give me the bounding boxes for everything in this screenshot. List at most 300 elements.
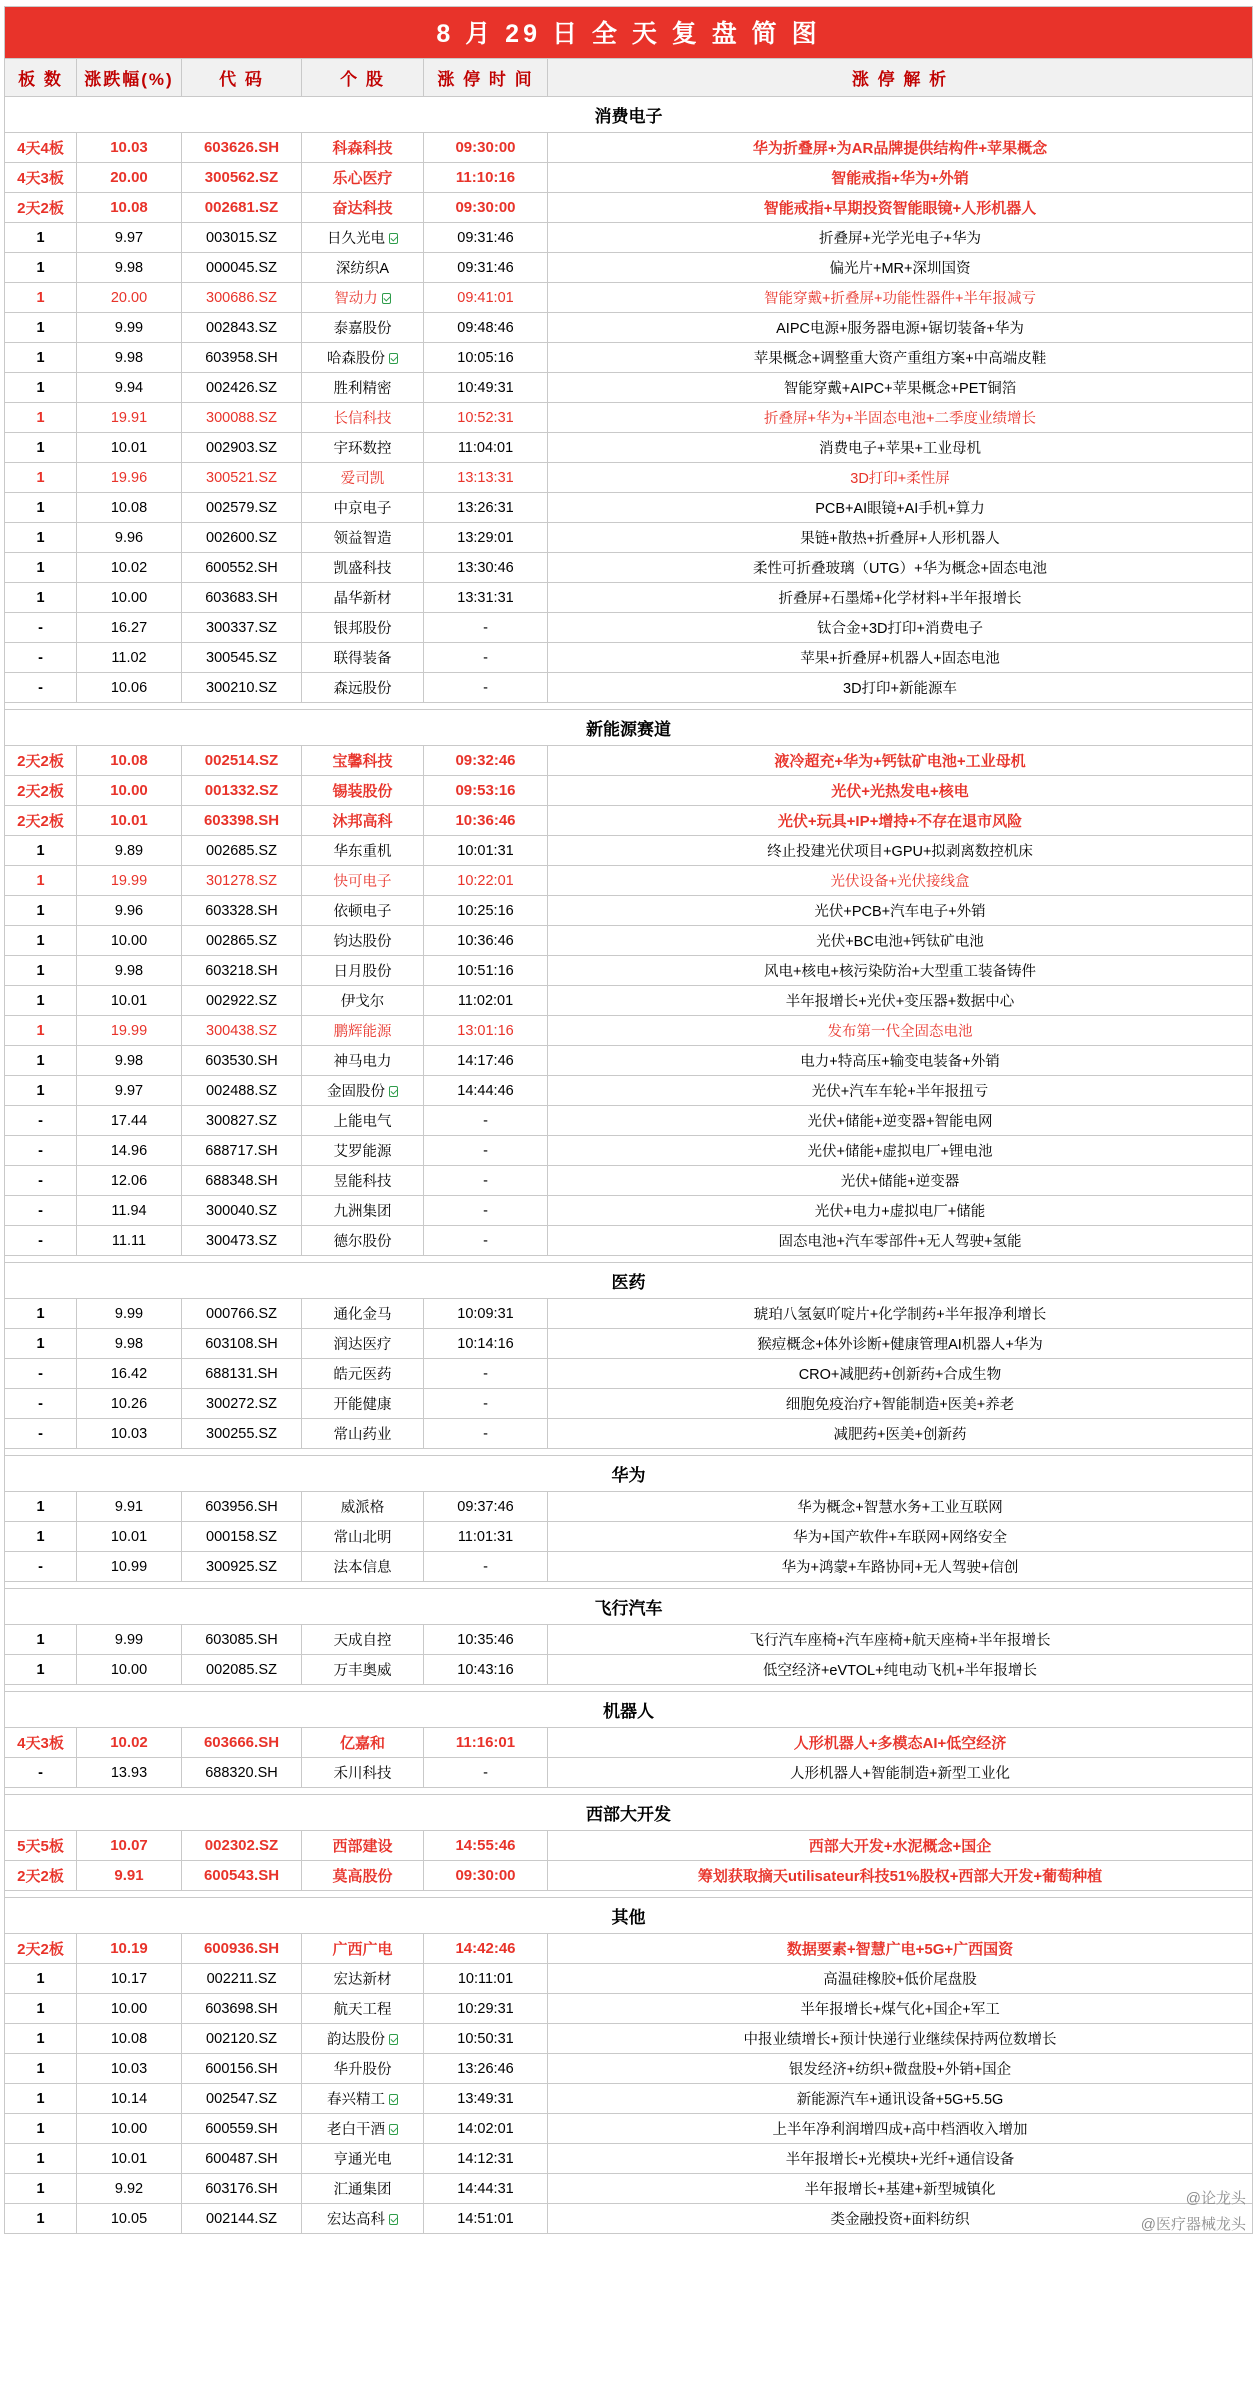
- cell-board-count: 2天2板: [5, 193, 77, 223]
- cell-code: 600543.SH: [182, 1861, 302, 1891]
- cell-stock-name[interactable]: [302, 2204, 424, 2234]
- cell-limit-up-time: 14:17:46: [424, 1046, 548, 1076]
- cell-code: 002843.SZ: [182, 313, 302, 343]
- cell-stock-name[interactable]: [302, 463, 424, 493]
- stock-name-label: 泰嘉股份: [333, 321, 392, 337]
- cell-code: 003015.SZ: [182, 223, 302, 253]
- cell-stock-name[interactable]: [302, 1831, 424, 1861]
- cell-stock-name[interactable]: [302, 133, 424, 163]
- stock-name-label: 宏达新材: [333, 1972, 392, 1988]
- cell-stock-name[interactable]: [302, 1299, 424, 1329]
- cell-change-pct: 9.98: [77, 956, 182, 986]
- cell-code: 300562.SZ: [182, 163, 302, 193]
- cell-stock-name[interactable]: [302, 583, 424, 613]
- table-row[interactable]: [5, 866, 1253, 896]
- table-row[interactable]: [5, 926, 1253, 956]
- cell-change-pct: 10.06: [77, 673, 182, 703]
- cell-board-count: 1: [5, 2084, 77, 2114]
- cell-stock-name[interactable]: [302, 1329, 424, 1359]
- spacer-cell: [5, 703, 1253, 710]
- cell-code: 300040.SZ: [182, 1196, 302, 1226]
- section-spacer: [5, 1788, 1253, 1795]
- cell-code: 300438.SZ: [182, 1016, 302, 1046]
- table-row[interactable]: [5, 523, 1253, 553]
- table-row[interactable]: [5, 1419, 1253, 1449]
- cell-stock-name[interactable]: [302, 926, 424, 956]
- cell-code: 300255.SZ: [182, 1419, 302, 1449]
- cell-analysis: 人形机器人+多模态AI+低空经济: [548, 1728, 1253, 1758]
- cell-stock-name[interactable]: [302, 2144, 424, 2174]
- table-row[interactable]: [5, 1552, 1253, 1582]
- cell-change-pct: 9.99: [77, 1625, 182, 1655]
- cell-change-pct: 19.96: [77, 463, 182, 493]
- section-header-row: [5, 1898, 1253, 1934]
- cell-stock-name[interactable]: [302, 1419, 424, 1449]
- cell-change-pct: 10.17: [77, 1964, 182, 1994]
- table-row[interactable]: [5, 1136, 1253, 1166]
- cell-stock-name[interactable]: [302, 1226, 424, 1256]
- cell-board-count: 1: [5, 283, 77, 313]
- table-row[interactable]: [5, 1196, 1253, 1226]
- cell-board-count: -: [5, 643, 77, 673]
- stock-name-label: 广西广电: [332, 1941, 393, 1958]
- cell-stock-name[interactable]: [302, 1758, 424, 1788]
- cell-board-count: -: [5, 1166, 77, 1196]
- stock-name-label: 联得装备: [333, 651, 392, 667]
- cell-stock-name[interactable]: [302, 1076, 424, 1106]
- table-row[interactable]: [5, 1359, 1253, 1389]
- cell-stock-name[interactable]: [302, 523, 424, 553]
- stock-name-label: 莫高股份: [332, 1868, 393, 1885]
- cell-analysis: 新能源汽车+通讯设备+5G+5.5G: [548, 2084, 1253, 2114]
- cell-code: 300686.SZ: [182, 283, 302, 313]
- cell-stock-name[interactable]: [302, 343, 424, 373]
- cell-analysis: 偏光片+MR+深圳国资: [548, 253, 1253, 283]
- cell-change-pct: 10.08: [77, 493, 182, 523]
- cell-board-count: 1: [5, 433, 77, 463]
- cell-board-count: 1: [5, 1016, 77, 1046]
- table-row[interactable]: [5, 253, 1253, 283]
- cell-stock-name[interactable]: [302, 223, 424, 253]
- cell-stock-name[interactable]: [302, 2114, 424, 2144]
- cell-code: 688717.SH: [182, 1136, 302, 1166]
- cell-limit-up-time: 14:02:01: [424, 2114, 548, 2144]
- cell-stock-name[interactable]: [302, 1106, 424, 1136]
- cell-limit-up-time: -: [424, 1166, 548, 1196]
- stock-name-label: 亿嘉和: [339, 1735, 385, 1752]
- cell-stock-name[interactable]: [302, 1166, 424, 1196]
- table-row[interactable]: [5, 463, 1253, 493]
- cell-analysis: 华为+国产软件+车联网+网络安全: [548, 1522, 1253, 1552]
- table-row[interactable]: [5, 1492, 1253, 1522]
- cell-stock-name[interactable]: [302, 1728, 424, 1758]
- cell-change-pct: 10.07: [77, 1831, 182, 1861]
- cell-board-count: 1: [5, 463, 77, 493]
- cell-change-pct: 9.99: [77, 1299, 182, 1329]
- cell-limit-up-time: 13:26:46: [424, 2054, 548, 2084]
- cell-stock-name[interactable]: [302, 896, 424, 926]
- spacer-cell: [5, 1582, 1253, 1589]
- table-row[interactable]: [5, 433, 1253, 463]
- stock-name-label: 航天工程: [333, 2002, 392, 2018]
- table-row[interactable]: [5, 746, 1253, 776]
- stock-review-table: [4, 6, 1253, 2234]
- cell-code: 002579.SZ: [182, 493, 302, 523]
- cell-stock-name[interactable]: [302, 1552, 424, 1582]
- cell-change-pct: 10.02: [77, 553, 182, 583]
- cell-change-pct: 17.44: [77, 1106, 182, 1136]
- cell-stock-name[interactable]: [302, 2084, 424, 2114]
- table-row[interactable]: [5, 343, 1253, 373]
- stock-name-label: 春兴精工: [327, 2092, 385, 2108]
- cell-limit-up-time: 10:09:31: [424, 1299, 548, 1329]
- cell-stock-name[interactable]: [302, 1046, 424, 1076]
- cell-code: 600936.SH: [182, 1934, 302, 1964]
- table-row[interactable]: [5, 2144, 1253, 2174]
- cell-code: 603176.SH: [182, 2174, 302, 2204]
- cell-code: 600487.SH: [182, 2144, 302, 2174]
- cell-stock-name[interactable]: [302, 1196, 424, 1226]
- cell-limit-up-time: 11:02:01: [424, 986, 548, 1016]
- cell-code: 002685.SZ: [182, 836, 302, 866]
- cell-stock-name[interactable]: [302, 776, 424, 806]
- table-row[interactable]: [5, 1076, 1253, 1106]
- cell-code: 600559.SH: [182, 2114, 302, 2144]
- table-row[interactable]: [5, 1226, 1253, 1256]
- cell-change-pct: 10.00: [77, 926, 182, 956]
- cell-stock-name[interactable]: [302, 193, 424, 223]
- table-row[interactable]: [5, 1389, 1253, 1419]
- stock-name-label: 华升股份: [333, 2062, 392, 2078]
- cell-stock-name[interactable]: [302, 433, 424, 463]
- table-row[interactable]: [5, 806, 1253, 836]
- stock-name-label: 中京电子: [333, 501, 392, 517]
- section-header-row: [5, 1692, 1253, 1728]
- cell-limit-up-time: 14:12:31: [424, 2144, 548, 2174]
- table-row[interactable]: [5, 1299, 1253, 1329]
- cell-limit-up-time: 13:30:46: [424, 553, 548, 583]
- cell-board-count: 1: [5, 223, 77, 253]
- cell-code: 603666.SH: [182, 1728, 302, 1758]
- stock-name-label: 乐心医疗: [332, 170, 393, 187]
- cell-change-pct: 10.01: [77, 1522, 182, 1552]
- table-row[interactable]: [5, 1016, 1253, 1046]
- cell-analysis: 筹划获取摘天utilisateur科技51%股权+西部大开发+葡萄种植: [548, 1861, 1253, 1891]
- cell-change-pct: 9.96: [77, 523, 182, 553]
- cell-board-count: -: [5, 1552, 77, 1582]
- cell-analysis: 半年报增长+煤气化+国企+军工: [548, 1994, 1253, 2024]
- table-row[interactable]: [5, 373, 1253, 403]
- cell-board-count: 1: [5, 1625, 77, 1655]
- section-header-row: [5, 97, 1253, 133]
- stock-name-label: 老白干酒: [327, 2122, 385, 2138]
- cell-stock-name[interactable]: [302, 1136, 424, 1166]
- cell-limit-up-time: 10:52:31: [424, 403, 548, 433]
- column-header: 个 股: [302, 59, 424, 97]
- cell-limit-up-time: -: [424, 1758, 548, 1788]
- section-header-row: [5, 1263, 1253, 1299]
- cell-analysis: 光伏+电力+虚拟电厂+储能: [548, 1196, 1253, 1226]
- cell-change-pct: 10.00: [77, 776, 182, 806]
- cell-analysis: 光伏+玩具+IP+增持+不存在退市风险: [548, 806, 1253, 836]
- cell-code: 603958.SH: [182, 343, 302, 373]
- table-row[interactable]: [5, 836, 1253, 866]
- section-spacer: [5, 703, 1253, 710]
- cell-stock-name[interactable]: [302, 806, 424, 836]
- cell-change-pct: 9.98: [77, 253, 182, 283]
- table-row[interactable]: [5, 643, 1253, 673]
- cell-stock-name[interactable]: [302, 866, 424, 896]
- cell-change-pct: 10.08: [77, 193, 182, 223]
- table-row[interactable]: [5, 956, 1253, 986]
- cell-board-count: 4天3板: [5, 163, 77, 193]
- section-header-row: [5, 1795, 1253, 1831]
- cell-limit-up-time: 10:22:01: [424, 866, 548, 896]
- stock-name-label: 锡装股份: [332, 783, 393, 800]
- table-row[interactable]: [5, 1831, 1253, 1861]
- table-row[interactable]: [5, 1046, 1253, 1076]
- table-row[interactable]: [5, 986, 1253, 1016]
- section-title: 西部大开发: [5, 1795, 1253, 1831]
- cell-analysis: 人形机器人+智能制造+新型工业化: [548, 1758, 1253, 1788]
- section-title: 机器人: [5, 1692, 1253, 1728]
- table-row[interactable]: [5, 1106, 1253, 1136]
- cell-limit-up-time: -: [424, 643, 548, 673]
- cell-board-count: 4天4板: [5, 133, 77, 163]
- check-badge-icon: [389, 233, 398, 244]
- table-row[interactable]: [5, 1166, 1253, 1196]
- cell-analysis: 液冷超充+华为+钙钛矿电池+工业母机: [548, 746, 1253, 776]
- cell-stock-name[interactable]: [302, 643, 424, 673]
- table-row[interactable]: [5, 1655, 1253, 1685]
- cell-board-count: 1: [5, 1329, 77, 1359]
- cell-analysis: 光伏设备+光伏接线盒: [548, 866, 1253, 896]
- cell-limit-up-time: 10:05:16: [424, 343, 548, 373]
- cell-stock-name[interactable]: [302, 2024, 424, 2054]
- cell-code: 002426.SZ: [182, 373, 302, 403]
- cell-stock-name[interactable]: [302, 2174, 424, 2204]
- stock-name-label: 钧达股份: [333, 934, 392, 950]
- cell-code: 300473.SZ: [182, 1226, 302, 1256]
- cell-change-pct: 19.99: [77, 1016, 182, 1046]
- cell-code: 603218.SH: [182, 956, 302, 986]
- cell-analysis: 光伏+储能+逆变器: [548, 1166, 1253, 1196]
- table-row[interactable]: [5, 313, 1253, 343]
- cell-stock-name[interactable]: [302, 1964, 424, 1994]
- stock-name-label: 领益智造: [333, 531, 392, 547]
- cell-stock-name[interactable]: [302, 2054, 424, 2084]
- stock-name-label: 深纺织A: [335, 261, 390, 277]
- stock-name-label: 日久光电: [327, 231, 385, 247]
- cell-limit-up-time: 10:51:16: [424, 956, 548, 986]
- cell-stock-name[interactable]: [302, 1389, 424, 1419]
- cell-limit-up-time: 10:01:31: [424, 836, 548, 866]
- cell-stock-name[interactable]: [302, 373, 424, 403]
- table-row[interactable]: [5, 613, 1253, 643]
- cell-analysis: 风电+核电+核污染防治+大型重工装备铸件: [548, 956, 1253, 986]
- cell-limit-up-time: 09:30:00: [424, 133, 548, 163]
- table-row[interactable]: [5, 2084, 1253, 2114]
- cell-analysis: 光伏+光热发电+核电: [548, 776, 1253, 806]
- cell-stock-name[interactable]: [302, 1861, 424, 1891]
- cell-stock-name[interactable]: [302, 1994, 424, 2024]
- table-row[interactable]: [5, 193, 1253, 223]
- table-row[interactable]: [5, 1964, 1253, 1994]
- cell-board-count: 1: [5, 2024, 77, 2054]
- section-spacer: [5, 1256, 1253, 1263]
- cell-analysis: 智能戒指+早期投资智能眼镜+人形机器人: [548, 193, 1253, 223]
- cell-change-pct: 16.27: [77, 613, 182, 643]
- table-row[interactable]: [5, 1625, 1253, 1655]
- cell-limit-up-time: 09:41:01: [424, 283, 548, 313]
- cell-stock-name[interactable]: [302, 746, 424, 776]
- table-row[interactable]: [5, 163, 1253, 193]
- cell-stock-name[interactable]: [302, 283, 424, 313]
- table-row[interactable]: [5, 223, 1253, 253]
- table-row[interactable]: [5, 583, 1253, 613]
- cell-change-pct: 10.26: [77, 1389, 182, 1419]
- cell-analysis: 钛合金+3D打印+消费电子: [548, 613, 1253, 643]
- table-row[interactable]: [5, 1329, 1253, 1359]
- cell-code: 002600.SZ: [182, 523, 302, 553]
- cell-stock-name[interactable]: [302, 1492, 424, 1522]
- stock-name-label: 胜利精密: [333, 381, 392, 397]
- stock-name-label: 伊戈尔: [340, 994, 385, 1010]
- cell-change-pct: 10.01: [77, 986, 182, 1016]
- cell-board-count: 2天2板: [5, 776, 77, 806]
- cell-change-pct: 10.00: [77, 1994, 182, 2024]
- table-row[interactable]: [5, 1522, 1253, 1552]
- cell-board-count: -: [5, 1389, 77, 1419]
- cell-code: 600156.SH: [182, 2054, 302, 2084]
- table-row[interactable]: [5, 1861, 1253, 1891]
- cell-stock-name[interactable]: [302, 673, 424, 703]
- cell-stock-name[interactable]: [302, 313, 424, 343]
- cell-analysis: 低空经济+eVTOL+纯电动飞机+半年报增长: [548, 1655, 1253, 1685]
- cell-analysis: 电力+特高压+输变电装备+外销: [548, 1046, 1253, 1076]
- cell-board-count: -: [5, 613, 77, 643]
- cell-board-count: -: [5, 1196, 77, 1226]
- cell-analysis: 细胞免疫治疗+智能制造+医美+养老: [548, 1389, 1253, 1419]
- cell-stock-name[interactable]: [302, 253, 424, 283]
- cell-code: 300088.SZ: [182, 403, 302, 433]
- table-row[interactable]: [5, 1758, 1253, 1788]
- cell-stock-name[interactable]: [302, 1934, 424, 1964]
- cell-code: 300827.SZ: [182, 1106, 302, 1136]
- cell-stock-name[interactable]: [302, 836, 424, 866]
- cell-limit-up-time: 11:04:01: [424, 433, 548, 463]
- cell-analysis: 中报业绩增长+预计快递行业继续保持两位数增长: [548, 2024, 1253, 2054]
- column-header: 涨 停 时 间: [424, 59, 548, 97]
- check-badge-icon: [382, 293, 391, 304]
- table-row[interactable]: [5, 283, 1253, 313]
- table-row[interactable]: [5, 1994, 1253, 2024]
- cell-analysis: AIPC电源+服务器电源+锯切装备+华为: [548, 313, 1253, 343]
- cell-limit-up-time: -: [424, 1136, 548, 1166]
- cell-stock-name[interactable]: [302, 956, 424, 986]
- stock-name-label: 上能电气: [333, 1114, 392, 1130]
- cell-limit-up-time: 09:53:16: [424, 776, 548, 806]
- cell-code: 301278.SZ: [182, 866, 302, 896]
- cell-change-pct: 10.03: [77, 133, 182, 163]
- cell-code: 002488.SZ: [182, 1076, 302, 1106]
- stock-name-label: 日月股份: [333, 964, 392, 980]
- table-row[interactable]: [5, 2204, 1253, 2234]
- cell-analysis: CRO+减肥药+创新药+合成生物: [548, 1359, 1253, 1389]
- cell-limit-up-time: -: [424, 1106, 548, 1136]
- table-row[interactable]: [5, 2024, 1253, 2054]
- stock-name-label: 宏达高科: [327, 2212, 385, 2228]
- stock-name-label: 亨通光电: [333, 2152, 392, 2168]
- header-row: [5, 59, 1253, 97]
- cell-stock-name[interactable]: [302, 553, 424, 583]
- table-row[interactable]: [5, 1728, 1253, 1758]
- cell-analysis: 半年报增长+基建+新型城镇化: [548, 2174, 1253, 2204]
- watermark-primary: @医疗器械龙头: [1140, 2216, 1246, 2233]
- cell-stock-name[interactable]: [302, 493, 424, 523]
- cell-stock-name[interactable]: [302, 986, 424, 1016]
- table-row[interactable]: [5, 776, 1253, 806]
- cell-analysis: 果链+散热+折叠屏+人形机器人: [548, 523, 1253, 553]
- table-row[interactable]: [5, 403, 1253, 433]
- table-row[interactable]: [5, 1934, 1253, 1964]
- table-row[interactable]: [5, 673, 1253, 703]
- cell-stock-name[interactable]: [302, 163, 424, 193]
- table-row[interactable]: [5, 2054, 1253, 2084]
- stock-name-label: 宇环数控: [333, 441, 392, 457]
- cell-board-count: 1: [5, 553, 77, 583]
- cell-stock-name[interactable]: [302, 1625, 424, 1655]
- cell-change-pct: 10.99: [77, 1552, 182, 1582]
- cell-limit-up-time: -: [424, 673, 548, 703]
- table-row[interactable]: [5, 2174, 1253, 2204]
- cell-board-count: -: [5, 1226, 77, 1256]
- cell-stock-name[interactable]: [302, 1016, 424, 1046]
- cell-code: 300272.SZ: [182, 1389, 302, 1419]
- table-row[interactable]: [5, 553, 1253, 583]
- cell-code: 002302.SZ: [182, 1831, 302, 1861]
- cell-analysis: 折叠屏+华为+半固态电池+二季度业绩增长: [548, 403, 1253, 433]
- table-row[interactable]: [5, 493, 1253, 523]
- cell-stock-name[interactable]: [302, 1522, 424, 1552]
- table-row[interactable]: [5, 896, 1253, 926]
- cell-change-pct: 11.94: [77, 1196, 182, 1226]
- cell-limit-up-time: 09:31:46: [424, 223, 548, 253]
- cell-change-pct: 9.89: [77, 836, 182, 866]
- cell-board-count: -: [5, 1419, 77, 1449]
- cell-analysis: 3D打印+柔性屏: [548, 463, 1253, 493]
- stock-name-label: 快可电子: [333, 874, 392, 890]
- cell-stock-name[interactable]: [302, 1655, 424, 1685]
- cell-code: 002865.SZ: [182, 926, 302, 956]
- cell-analysis: 光伏+PCB+汽车电子+外销: [548, 896, 1253, 926]
- cell-change-pct: 19.99: [77, 866, 182, 896]
- cell-change-pct: 10.02: [77, 1728, 182, 1758]
- cell-change-pct: 9.96: [77, 896, 182, 926]
- cell-stock-name[interactable]: [302, 403, 424, 433]
- section-spacer: [5, 1449, 1253, 1456]
- cell-analysis: 光伏+汽车车轮+半年报扭亏: [548, 1076, 1253, 1106]
- cell-stock-name[interactable]: [302, 613, 424, 643]
- table-row[interactable]: [5, 2114, 1253, 2144]
- cell-code: 603956.SH: [182, 1492, 302, 1522]
- cell-limit-up-time: 13:49:31: [424, 2084, 548, 2114]
- cell-limit-up-time: 13:31:31: [424, 583, 548, 613]
- cell-code: 000766.SZ: [182, 1299, 302, 1329]
- spacer-cell: [5, 1788, 1253, 1795]
- table-row[interactable]: [5, 133, 1253, 163]
- cell-stock-name[interactable]: [302, 1359, 424, 1389]
